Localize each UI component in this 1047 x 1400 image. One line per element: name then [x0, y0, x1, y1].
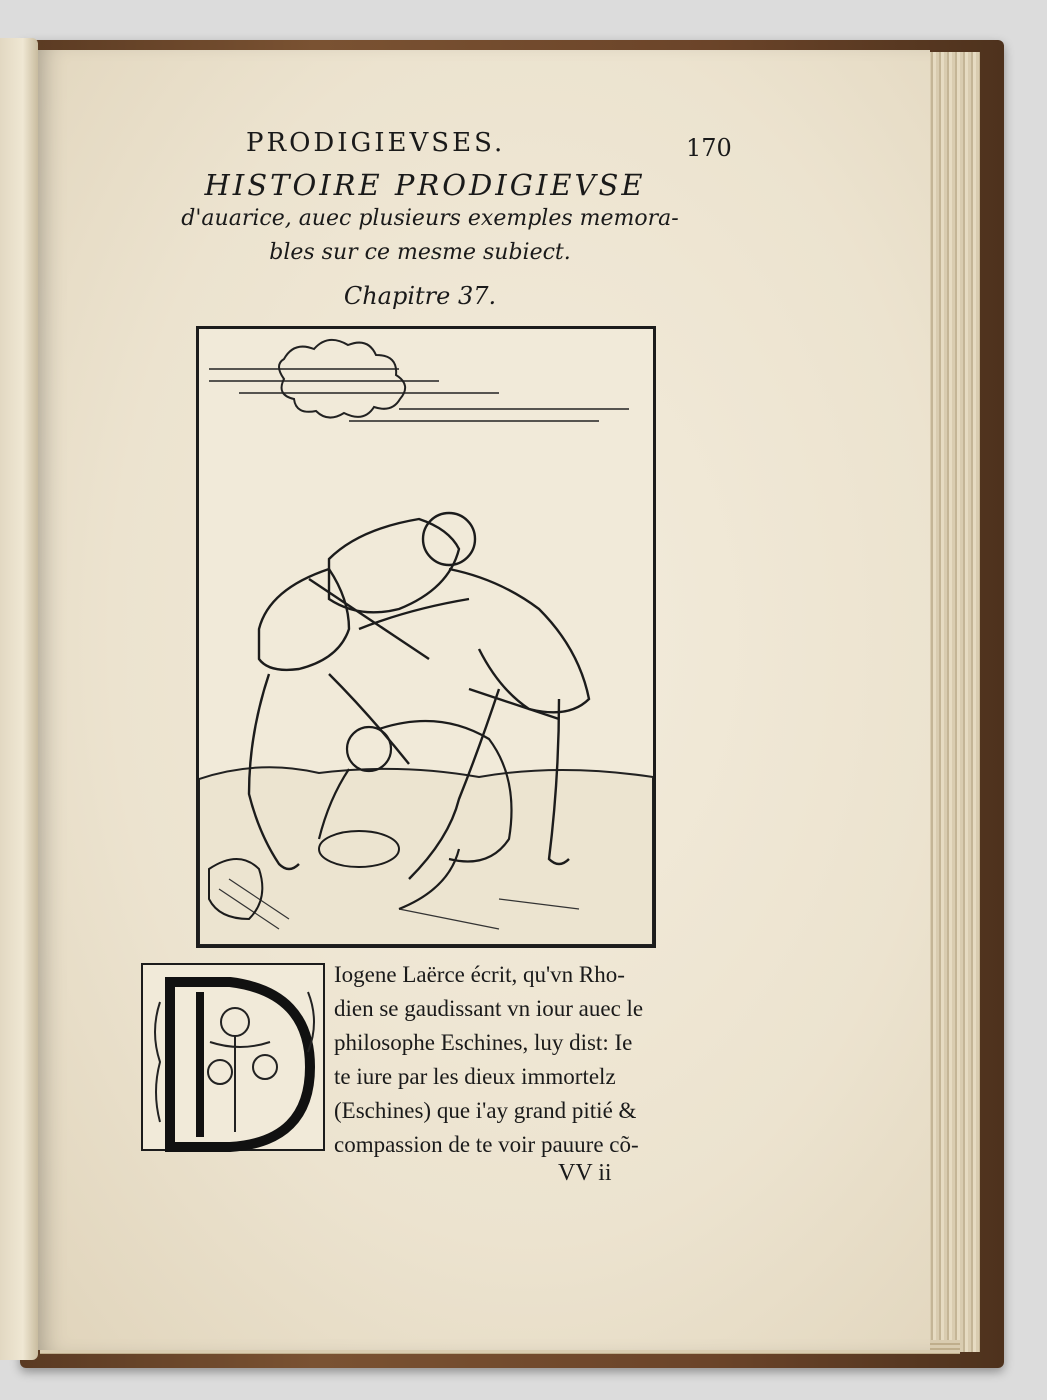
body-line-3: philosophe Eschines, luy dist: Ie: [334, 1030, 633, 1055]
facing-page-edge: [0, 38, 38, 1360]
page-number: 170: [686, 134, 732, 162]
body-line-4: te iure par les dieux immortelz: [334, 1064, 616, 1089]
running-head: PRODIGIEVSES.: [246, 128, 506, 158]
decorated-initial: [140, 962, 326, 1152]
chapter-title: HISTOIRE PRODIGIEVSE: [204, 168, 646, 202]
chapter-subtitle-line-1: d'auarice, auec plusieurs exemples memora-: [181, 206, 679, 231]
body-line-5: (Eschines) que i'ay grand pitié &: [334, 1098, 637, 1123]
decorated-initial-d-image: [140, 962, 326, 1152]
woodcut-wrestlers-image: [199, 329, 653, 945]
body-line-1: Iogene Laërce écrit, qu'vn Rho-: [334, 962, 625, 987]
chapter-subtitle-line-2: bles sur ce mesme subiect.: [269, 240, 571, 265]
body-line-6: compassion de te voir pauure cõ-: [334, 1132, 639, 1157]
chapter-number: Chapitre 37.: [343, 282, 497, 310]
signature-mark: VV ii: [558, 1160, 612, 1186]
woodcut-illustration: [196, 326, 656, 948]
body-line-2: dien se gaudissant vn iour auec le: [334, 996, 644, 1021]
